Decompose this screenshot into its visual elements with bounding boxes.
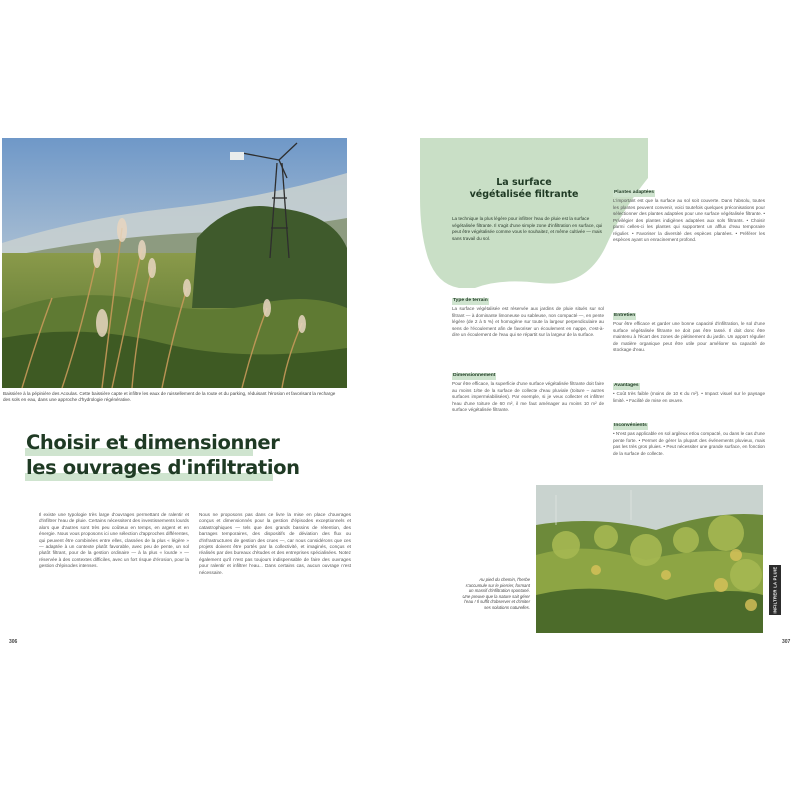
box-title-line: La surface xyxy=(496,177,552,188)
section-avantages xyxy=(613,373,765,404)
section-title xyxy=(26,430,346,480)
chapter-tab-label: INFILTRER LA PLUIE xyxy=(772,566,778,614)
section-heading: Inconvénients xyxy=(614,423,647,428)
box-title-line: végétalisée filtrante xyxy=(469,189,579,200)
section-dimensionnement xyxy=(452,363,604,414)
section-heading: Plantes adaptées xyxy=(614,190,654,195)
section-heading: Dimensionnement xyxy=(453,373,496,378)
page-number: 306 xyxy=(9,639,18,645)
section-title-line: Choisir et dimensionner xyxy=(26,431,280,454)
chapter-tab xyxy=(769,565,781,615)
photo-caption: Au pied du chemin, l'herbe s'accumule sur le pierrier, formant un massif d'infiltration spontané. Une preuve que la nature sait gérer l'eau ! Il suffit d'observer et d'imiter ses solutions naturelles. xyxy=(462,577,530,610)
section-body: Pour être efficace, la superficie d'une surface végétalisée filtrante doit faire au moins 1/6e de la surface de collecte d'eau pluviale (toiture – autres surfaces imperméabilisées). Par exemple, si je veux collecter et infiltrer l'eau d'une toiture de 60 m², il me faut aménager au moins 10 m² de surface végétalisée filtrante. xyxy=(452,381,604,412)
section-heading: Avantages xyxy=(614,383,639,388)
section-heading: Type de terrain xyxy=(453,298,488,303)
section-entretien xyxy=(613,303,765,354)
box-title xyxy=(449,177,599,201)
section-body: La surface végétalisée est réservée aux jardins de pluie situés sur sol filtrant — à dominante limoneuse ou sableuse, non compacté —, en pente légère (de 2 à 5 %) et homogène sur toute la largeur perpendiculaire au sens de l'écoulement afin de favoriser un écoulement en nappe, c'est-à-dire un écoulement de l'eau qui se répartit sur la largeur de la surface. xyxy=(452,306,604,337)
section-title-line: les ouvrages d'infiltration xyxy=(26,456,300,479)
section-body: Pour être efficace et garder une bonne capacité d'infiltration, le sol d'une surface végétalisée filtrante ne doit pas être tassé. Il doit donc être maintenu à l'écart des zones de piétinement du jardin. Un apport régulier de matière organique peut être utile pour améliorer sa capacité de stockage d'eau. xyxy=(613,321,765,352)
baissiere-photo xyxy=(2,138,347,388)
section-terrain xyxy=(452,288,604,339)
section-heading: Entretien xyxy=(614,313,636,318)
section-body: L'important est que la surface au sol soit couverte. Dans l'absolu, toutes les plantes peuvent convenir, voici toutefois quelques préconisations pour sélectionner des plantes adaptées pour une surface végétalisée filtrante. • Privilégier des plantes indigènes adaptées aux sols filtrants. • Choisir parmi celles-ci les plantes qui supportent un afflux d'eau temporaire régulier. • Favoriser la diversité des espèces plantées. • Préférer les espèces ayant un enracinement profond. xyxy=(613,198,765,242)
body-column: Il existe une typologie très large d'ouvrages permettant de ralentir et d'infiltrer l'eau de pluie. Certains nécessitent des investissements lourds alors que d'autres sont très peu coûteux en temps, en argent et en énergie. Nous vous proposons ici une sélection d'approches différentes, qui peuvent être combinées entre elles, classées de la plus « légère » — adaptée à un contexte plutôt favorable, avec peu de pente, un sol plutôt filtrant, pour de la gestion ordinaire — à la plus « lourde » — réservée à des contextes difficiles, avec un fort risque d'érosion, pour la gestion d'épisodes intenses. xyxy=(39,512,189,569)
section-inconvenients xyxy=(613,413,765,457)
section-body: • Coût très faible (moins de 10 € du m²). • Impact visuel sur le paysage limité. • Facilité de mise en œuvre. xyxy=(613,391,765,403)
body-column: Nous ne proposons pas dans ce livre la mise en place d'ouvrages conçus et dimensionnés pour la gestion d'épisodes exceptionnels et catastrophiques — tels que des grands bassins de rétention, des barrages temporaires, des dispositifs de déviation des flux ou d'infrastructures de gestion des crues —, car nous considérons que ces projets doivent être portés par la collectivité, et imaginés, conçus et réalisés par des bureaux d'études et des entreprises spécialisées. Notez également qu'il n'est pas toujours indispensable de faire des ouvrages pour ralentir et infiltrer l'eau... Dans certains cas, aucun ouvrage n'est nécessaire. xyxy=(199,512,351,575)
box-intro: La technique la plus légère pour infiltrer l'eau de pluie est la surface végétalisée filtrante. Il s'agit d'une simple zone d'infiltration en surface, qui peut être végétalisée comme vous le souhaitez, et même cultivée — mais sans travail du sol. xyxy=(452,216,603,241)
page-number: 307 xyxy=(782,639,791,645)
section-plantes xyxy=(613,180,765,244)
garden-photo xyxy=(536,485,763,633)
section-body: • N'est pas applicable en sol argileux et/ou compacté, ou dans le cas d'une pente forte. • Permet de gérer la plupart des événements pluvieux, mais pas les très gros pluies. • Peut nécessiter une grande surface, en fonction de la surface de collecte. xyxy=(613,431,765,456)
photo-caption: Baissière à la pépinière des Acoulas. Cette baissière capte et infiltre les eaux de ruissellement de la route et du parking, réduisant l'érosion et favorisant la recharge des sols en eau, dans une approche d'hydrologie régénérative. xyxy=(3,391,336,402)
